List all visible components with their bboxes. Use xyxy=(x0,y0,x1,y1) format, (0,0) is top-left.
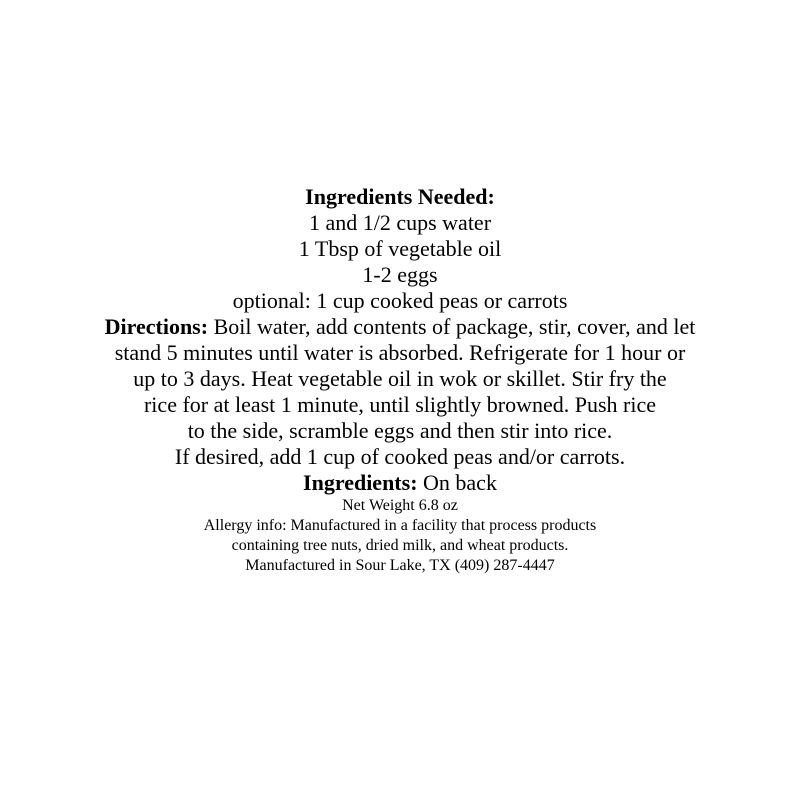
allergy-info-line-2: containing tree nuts, dried milk, and wheat products. xyxy=(231,537,569,554)
directions-line-6: If desired, add 1 cup of cooked peas and/or carrots. xyxy=(174,444,626,469)
ingredients-label: Ingredients: xyxy=(303,470,418,495)
directions-line-2: stand 5 minutes until water is absorbed. Refrigerate for 1 hour or xyxy=(114,340,686,365)
directions-line-3: up to 3 days. Heat vegetable oil in wok or skillet. Stir fry the xyxy=(133,366,667,391)
directions-line-5: to the side, scramble eggs and then stir into rice. xyxy=(187,418,613,443)
ingredients-value: On back xyxy=(417,470,497,495)
manufacturer-info: Manufactured in Sour Lake, TX (409) 287-4447 xyxy=(245,557,555,574)
allergy-info-line-1: Allergy info: Manufactured in a facility that process products xyxy=(203,517,597,534)
directions-label: Directions: xyxy=(104,314,209,339)
directions-line-4: rice for at least 1 minute, until slightly browned. Push rice xyxy=(143,392,656,417)
ingredients-needed-heading: Ingredients Needed: xyxy=(305,184,495,209)
product-label xyxy=(0,184,800,576)
net-weight: Net Weight 6.8 oz xyxy=(342,497,458,514)
ingredient-item-water: 1 and 1/2 cups water xyxy=(308,210,492,235)
ingredient-item-oil: 1 Tbsp of vegetable oil xyxy=(298,236,502,261)
ingredients-line xyxy=(0,470,800,496)
ingredient-item-optional: optional: 1 cup cooked peas or carrots xyxy=(232,288,568,313)
ingredient-item-eggs: 1-2 eggs xyxy=(362,262,438,287)
directions-line-1: Directions: Boil water, add contents of package, stir, cover, and let xyxy=(104,314,696,339)
